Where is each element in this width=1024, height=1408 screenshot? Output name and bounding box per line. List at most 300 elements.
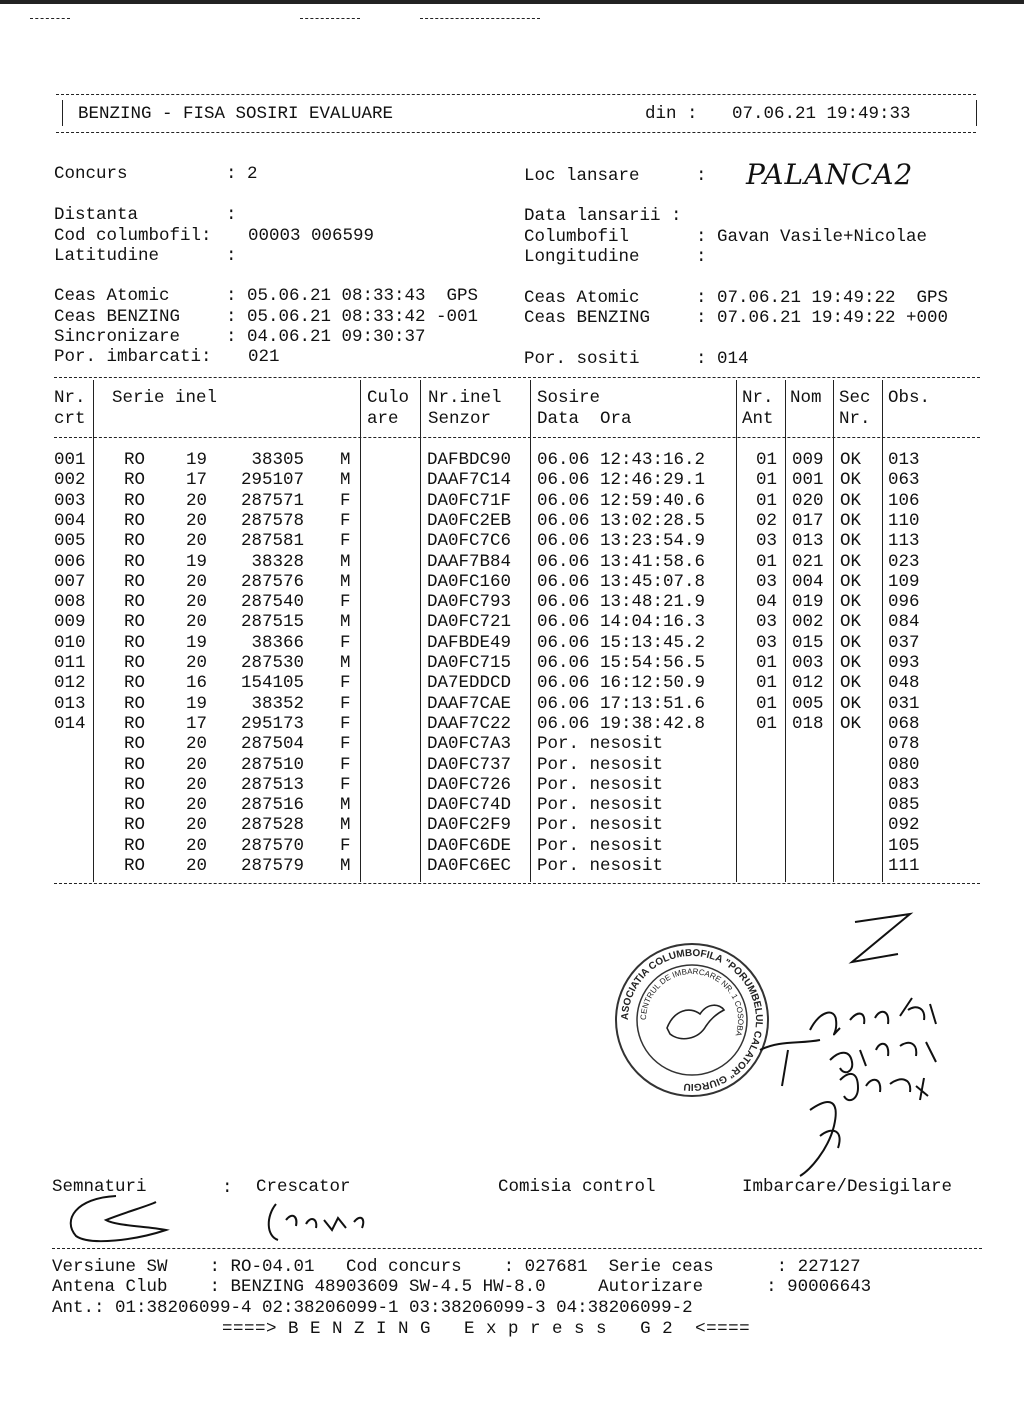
cell-sex: F (340, 490, 351, 511)
cell-sosire: 06.06 19:38:42.8 (537, 713, 706, 734)
cell-an: 17 (186, 470, 208, 491)
cell-obs: 110 (888, 510, 920, 531)
footer-version-line: Versiune SW : RO-04.01 Cod concurs : 027681 Serie ceas : 227127 (52, 1257, 861, 1277)
cell-an: 20 (186, 815, 208, 836)
cell-an: 20 (186, 653, 208, 673)
cell-senzor: DA0FC6DE (427, 835, 512, 856)
cell-senzor: DA0FC7A3 (427, 734, 512, 755)
cell-an: 20 (186, 531, 208, 552)
cell-ant: 01 (756, 470, 778, 491)
cell-tara: RO (124, 795, 146, 816)
table-row (0, 653, 1024, 673)
cell-inel: 287515 (240, 612, 304, 633)
cell-tara: RO (124, 490, 146, 511)
header-sec: Sec (839, 388, 871, 408)
cell-senzor: DAFBDE49 (427, 632, 512, 653)
cell-nom: 012 (792, 673, 824, 694)
cell-obs: 078 (888, 734, 920, 755)
cell-inel: 38352 (251, 693, 304, 714)
cell-obs: 105 (888, 835, 920, 856)
cell-inel: 287579 (240, 856, 304, 876)
distanta-value: : (226, 205, 237, 225)
cell-an: 19 (186, 632, 208, 653)
cell-sosire: 06.06 14:04:16.3 (537, 612, 706, 633)
table-row (0, 775, 1024, 795)
cell-sosire: Por. nesosit (537, 774, 664, 795)
cell-sec: OK (840, 490, 862, 511)
cell-sex: F (340, 754, 351, 775)
cell-nom: 015 (792, 632, 824, 653)
header-nom: Nom (790, 388, 822, 408)
cell-senzor: DAAF7B84 (427, 551, 512, 572)
signature-crescator (262, 1196, 382, 1246)
header-sec-nr: Nr. (839, 409, 871, 429)
cell-senzor: DA0FC737 (427, 754, 512, 775)
cell-sec: OK (840, 673, 862, 694)
cell-inel: 287504 (240, 734, 304, 755)
imbarcare-label: Imbarcare/Desigilare (742, 1177, 953, 1197)
cell-inel: 287571 (240, 490, 304, 511)
cell-nom: 013 (792, 531, 824, 552)
loc-lansare-sep: : (696, 166, 707, 186)
cell-senzor: DAAF7C22 (427, 713, 512, 734)
table-row (0, 795, 1024, 815)
cell-tara: RO (124, 450, 146, 470)
header-bottom-rule (56, 132, 976, 133)
footer-brand-line: ====> B E N Z I N G E x p r e s s G 2 <==== (222, 1319, 751, 1339)
ceas-atomic-right-value: : 07.06.21 19:49:22 GPS (696, 288, 949, 308)
cell-nr: 010 (54, 632, 86, 653)
cell-sec: OK (840, 632, 862, 653)
cell-ant: 01 (756, 713, 778, 734)
cell-senzor: DA0FC71F (427, 490, 512, 511)
cell-an: 20 (186, 592, 208, 613)
cell-sosire: Por. nesosit (537, 734, 664, 755)
sincronizare-label: Sincronizare (54, 327, 181, 347)
cell-sex: M (340, 571, 351, 592)
cell-sec: OK (840, 612, 862, 633)
table-row (0, 734, 1024, 754)
cell-sex: F (340, 835, 351, 856)
concurs-value: : 2 (226, 164, 258, 184)
cell-nom: 018 (792, 713, 824, 734)
cell-sosire: 06.06 12:43:16.2 (537, 450, 706, 470)
cell-tara: RO (124, 531, 146, 552)
cell-nr: 009 (54, 612, 86, 633)
cell-tara: RO (124, 835, 146, 856)
table-row (0, 633, 1024, 653)
cell-sosire: 06.06 13:48:21.9 (537, 592, 706, 613)
cell-sosire: Por. nesosit (537, 856, 664, 876)
cell-inel: 287578 (240, 510, 304, 531)
cell-ant: 01 (756, 673, 778, 694)
cell-an: 16 (186, 673, 208, 694)
cell-sosire: Por. nesosit (537, 815, 664, 836)
table-row (0, 572, 1024, 592)
cell-senzor: DA0FC793 (427, 592, 512, 613)
table-row (0, 694, 1024, 714)
cell-sec: OK (840, 531, 862, 552)
cell-inel: 287540 (240, 592, 304, 613)
cell-tara: RO (124, 612, 146, 633)
header-culoare-1: Culo (367, 388, 410, 408)
cell-an: 20 (186, 795, 208, 816)
cod-columbofil-label: Cod columbofil: (54, 226, 212, 246)
date-label: din : (645, 104, 698, 124)
table-row (0, 491, 1024, 511)
cell-an: 20 (186, 571, 208, 592)
cell-obs: 113 (888, 531, 920, 552)
cell-senzor: DA0FC2EB (427, 510, 512, 531)
table-row (0, 511, 1024, 531)
cell-obs: 031 (888, 693, 920, 714)
cell-sex: F (340, 673, 351, 694)
header-nr-inel: Nr.inel (428, 388, 502, 408)
columbofil-label: Columbofil (524, 227, 630, 247)
por-imbarcati-label: Por. imbarcati: (54, 347, 212, 367)
cell-inel: 287576 (240, 571, 304, 592)
footer-rule (52, 1248, 982, 1249)
header-data-ora: Data Ora (537, 409, 632, 429)
semnaturi-label: Semnaturi (52, 1177, 147, 1197)
cell-nr: 004 (54, 510, 86, 531)
cell-senzor: DA0FC6EC (427, 856, 512, 876)
cell-sec: OK (840, 551, 862, 572)
cell-an: 20 (186, 754, 208, 775)
cell-tara: RO (124, 815, 146, 836)
cell-an: 19 (186, 693, 208, 714)
cell-nom: 017 (792, 510, 824, 531)
cell-inel: 295107 (240, 470, 304, 491)
cell-senzor: DAAF7C14 (427, 470, 512, 491)
header-serie-inel: Serie inel (112, 388, 218, 408)
cell-sex: M (340, 795, 351, 816)
por-sositi-value: : 014 (696, 349, 749, 369)
cell-nr: 012 (54, 673, 86, 694)
cell-an: 20 (186, 835, 208, 856)
cell-tara: RO (124, 510, 146, 531)
scan-mark (420, 18, 540, 19)
cell-ant: 02 (756, 510, 778, 531)
table-row (0, 836, 1024, 856)
scan-mark (300, 18, 360, 19)
sincronizare-value: : 04.06.21 09:30:37 (226, 327, 426, 347)
cell-sosire: 06.06 13:41:58.6 (537, 551, 706, 572)
cell-inel: 38328 (251, 551, 304, 572)
handwritten-signatures (740, 900, 980, 1180)
cell-tara: RO (124, 856, 146, 876)
cell-sex: F (340, 774, 351, 795)
cell-sec: OK (840, 653, 862, 673)
cell-obs: 037 (888, 632, 920, 653)
cell-senzor: DA0FC721 (427, 612, 512, 633)
cell-sosire: 06.06 12:59:40.6 (537, 490, 706, 511)
cell-nom: 020 (792, 490, 824, 511)
cell-sosire: 06.06 13:45:07.8 (537, 571, 706, 592)
date-value: 07.06.21 19:49:33 (732, 104, 911, 124)
cell-senzor: DAFBDC90 (427, 450, 512, 470)
cell-sosire: 06.06 17:13:51.6 (537, 693, 706, 714)
footer-antena-line: Antena Club : BENZING 48903609 SW-4.5 HW-8.0 Autorizare : 90006643 (52, 1277, 872, 1297)
cell-sosire: 06.06 15:13:45.2 (537, 632, 706, 653)
ceas-benzing-label: Ceas BENZING (54, 307, 181, 327)
ceas-atomic-value: : 05.06.21 08:33:43 GPS (226, 286, 479, 306)
table-row (0, 612, 1024, 632)
cell-ant: 03 (756, 612, 778, 633)
cell-ant: 01 (756, 693, 778, 714)
cell-an: 17 (186, 713, 208, 734)
table-row (0, 714, 1024, 734)
cell-sex: F (340, 531, 351, 552)
cell-sex: M (340, 551, 351, 572)
cell-nr: 007 (54, 571, 86, 592)
cell-tara: RO (124, 551, 146, 572)
table-row (0, 815, 1024, 835)
ceas-atomic-right-label: Ceas Atomic (524, 288, 640, 308)
cell-nom: 003 (792, 653, 824, 673)
cell-nr: 005 (54, 531, 86, 552)
signature-semnaturi (56, 1190, 196, 1250)
cell-obs: 084 (888, 612, 920, 633)
cell-senzor: DA7EDDCD (427, 673, 512, 694)
ceas-benzing-right-label: Ceas BENZING (524, 308, 651, 328)
longitudine-label: Longitudine (524, 247, 640, 267)
latitudine-label: Latitudine (54, 246, 160, 266)
cell-an: 20 (186, 734, 208, 755)
cell-ant: 03 (756, 571, 778, 592)
cell-sex: F (340, 592, 351, 613)
cell-sosire: 06.06 15:54:56.5 (537, 653, 706, 673)
cell-obs: 092 (888, 815, 920, 836)
cell-sec: OK (840, 592, 862, 613)
cell-obs: 106 (888, 490, 920, 511)
cell-ant: 03 (756, 531, 778, 552)
cell-senzor: DA0FC160 (427, 571, 512, 592)
cell-obs: 111 (888, 856, 920, 876)
por-imbarcati-value: 021 (248, 347, 280, 367)
cell-sec: OK (840, 470, 862, 491)
loc-lansare-label: Loc lansare (524, 166, 640, 186)
cell-ant: 01 (756, 551, 778, 572)
cell-inel: 287516 (240, 795, 304, 816)
header-crt: crt (54, 409, 86, 429)
cell-senzor: DA0FC74D (427, 795, 512, 816)
cell-nr: 003 (54, 490, 86, 511)
stamp-inner-text: CENTRUL DE IMBARCARE NR. 1 COSOBA (638, 966, 746, 1038)
cell-tara: RO (124, 653, 146, 673)
cell-obs: 096 (888, 592, 920, 613)
cell-sec: OK (840, 713, 862, 734)
crescator-label: Crescator (256, 1177, 351, 1197)
cell-sec: OK (840, 693, 862, 714)
stamp-outer-text: ASOCIATIA COLUMBOFILA "PORUMBELUL CALATOR" GIURGIU (619, 947, 765, 1093)
cell-inel: 154105 (240, 673, 304, 694)
cell-nr: 011 (54, 653, 86, 673)
table-row (0, 592, 1024, 612)
table-row (0, 856, 1024, 876)
cell-an: 20 (186, 490, 208, 511)
cell-sex: M (340, 470, 351, 491)
cell-nr: 008 (54, 592, 86, 613)
cell-senzor: DA0FC2F9 (427, 815, 512, 836)
cell-obs: 013 (888, 450, 920, 470)
cell-nom: 002 (792, 612, 824, 633)
cell-nom: 009 (792, 450, 824, 470)
distanta-label: Distanta (54, 205, 139, 225)
table-row (0, 755, 1024, 775)
semnaturi-sep: : (222, 1178, 233, 1198)
header-nr: Nr. (54, 388, 86, 408)
header-senzor: Senzor (428, 409, 492, 429)
footer-antennas-line: Ant.: 01:38206099-4 02:38206099-1 03:38206099-3 04:38206099-2 (52, 1298, 693, 1318)
cell-sex: M (340, 612, 351, 633)
table-row (0, 552, 1024, 572)
cell-nr: 002 (54, 470, 86, 491)
cell-nom: 021 (792, 551, 824, 572)
cell-sec: OK (840, 450, 862, 470)
cell-sex: F (340, 693, 351, 714)
dove-icon (667, 1005, 724, 1038)
header-culoare-2: are (367, 409, 399, 429)
cell-sosire: 06.06 13:02:28.5 (537, 510, 706, 531)
cell-sosire: 06.06 12:46:29.1 (537, 470, 706, 491)
cell-sex: M (340, 815, 351, 836)
cell-nr: 006 (54, 551, 86, 572)
table-row (0, 673, 1024, 693)
header-left-bar (62, 100, 63, 126)
comisia-control-label: Comisia control (498, 1177, 656, 1197)
cell-obs: 085 (888, 795, 920, 816)
table-bottom-rule (54, 883, 980, 884)
cell-senzor: DAAF7CAE (427, 693, 512, 714)
loc-lansare-handwritten: PALANCA2 (746, 158, 914, 191)
scan-top-edge (0, 0, 1024, 4)
cell-nom: 019 (792, 592, 824, 613)
cell-inel: 287510 (240, 754, 304, 775)
cell-inel: 38305 (251, 450, 304, 470)
cell-ant: 03 (756, 632, 778, 653)
cell-sosire: 06.06 13:23:54.9 (537, 531, 706, 552)
cell-nr: 013 (54, 693, 86, 714)
cell-sex: M (340, 856, 351, 876)
por-sositi-label: Por. sositi (524, 349, 640, 369)
cell-sex: M (340, 653, 351, 673)
table-row (0, 531, 1024, 551)
cell-tara: RO (124, 632, 146, 653)
cell-tara: RO (124, 673, 146, 694)
cell-tara: RO (124, 734, 146, 755)
cell-nom: 005 (792, 693, 824, 714)
cell-inel: 287528 (240, 815, 304, 836)
ceas-atomic-label: Ceas Atomic (54, 286, 170, 306)
scan-mark (30, 18, 70, 19)
cell-inel: 287581 (240, 531, 304, 552)
table-top-rule (54, 377, 980, 378)
cell-obs: 063 (888, 470, 920, 491)
cell-an: 19 (186, 450, 208, 470)
header-obs: Obs. (888, 388, 931, 408)
cell-obs: 023 (888, 551, 920, 572)
cell-ant: 01 (756, 653, 778, 673)
cell-sosire: Por. nesosit (537, 754, 664, 775)
cell-nom: 004 (792, 571, 824, 592)
cell-obs: 083 (888, 774, 920, 795)
cell-obs: 080 (888, 754, 920, 775)
cell-tara: RO (124, 754, 146, 775)
cell-sec: OK (840, 571, 862, 592)
cell-nr: 001 (54, 450, 86, 470)
cell-nom: 001 (792, 470, 824, 491)
document-title: BENZING - FISA SOSIRI EVALUARE (78, 104, 394, 124)
cell-an: 20 (186, 612, 208, 633)
cell-sosire: Por. nesosit (537, 795, 664, 816)
table-header-rule (54, 437, 980, 438)
cell-sex: F (340, 713, 351, 734)
cell-sex: F (340, 632, 351, 653)
cod-columbofil-value: 00003 006599 (248, 226, 375, 246)
cell-an: 20 (186, 510, 208, 531)
cell-tara: RO (124, 571, 146, 592)
cell-tara: RO (124, 470, 146, 491)
cell-inel: 287570 (240, 835, 304, 856)
header-sosire: Sosire (537, 388, 601, 408)
ceas-benzing-right-value: : 07.06.21 19:49:22 +000 (696, 308, 949, 328)
cell-sosire: 06.06 16:12:50.9 (537, 673, 706, 694)
cell-sex: F (340, 734, 351, 755)
cell-obs: 093 (888, 653, 920, 673)
svg-text:CENTRUL DE IMBARCARE NR. 1 COS (639, 967, 745, 1038)
cell-inel: 287513 (240, 774, 304, 795)
latitudine-value: : (226, 246, 237, 266)
table-row (0, 470, 1024, 490)
cell-inel: 287530 (240, 653, 304, 673)
header-nr-ant: Nr. (742, 388, 774, 408)
cell-ant: 01 (756, 490, 778, 511)
cell-sex: M (340, 450, 351, 470)
cell-tara: RO (124, 774, 146, 795)
cell-inel: 38366 (251, 632, 304, 653)
cell-tara: RO (124, 592, 146, 613)
header-ant: Ant (742, 409, 774, 429)
cell-an: 20 (186, 774, 208, 795)
cell-tara: RO (124, 713, 146, 734)
cell-nr: 014 (54, 713, 86, 734)
cell-senzor: DA0FC7C6 (427, 531, 512, 552)
cell-an: 20 (186, 856, 208, 876)
concurs-label: Concurs (54, 164, 128, 184)
cell-tara: RO (124, 693, 146, 714)
cell-senzor: DA0FC726 (427, 774, 512, 795)
columbofil-value: : Gavan Vasile+Nicolae (696, 227, 928, 247)
cell-senzor: DA0FC715 (427, 653, 512, 673)
cell-obs: 109 (888, 571, 920, 592)
cell-inel: 295173 (240, 713, 304, 734)
longitudine-value: : (696, 247, 707, 267)
header-right-bar (976, 100, 977, 126)
cell-obs: 048 (888, 673, 920, 694)
data-lansarii-label: Data lansarii : (524, 206, 682, 226)
cell-sosire: Por. nesosit (537, 835, 664, 856)
header-top-rule (56, 94, 976, 95)
cell-sec: OK (840, 510, 862, 531)
table-row (0, 450, 1024, 470)
cell-obs: 068 (888, 713, 920, 734)
cell-ant: 01 (756, 450, 778, 470)
cell-sex: F (340, 510, 351, 531)
cell-an: 19 (186, 551, 208, 572)
cell-ant: 04 (756, 592, 778, 613)
ceas-benzing-value: : 05.06.21 08:33:42 -001 (226, 307, 479, 327)
